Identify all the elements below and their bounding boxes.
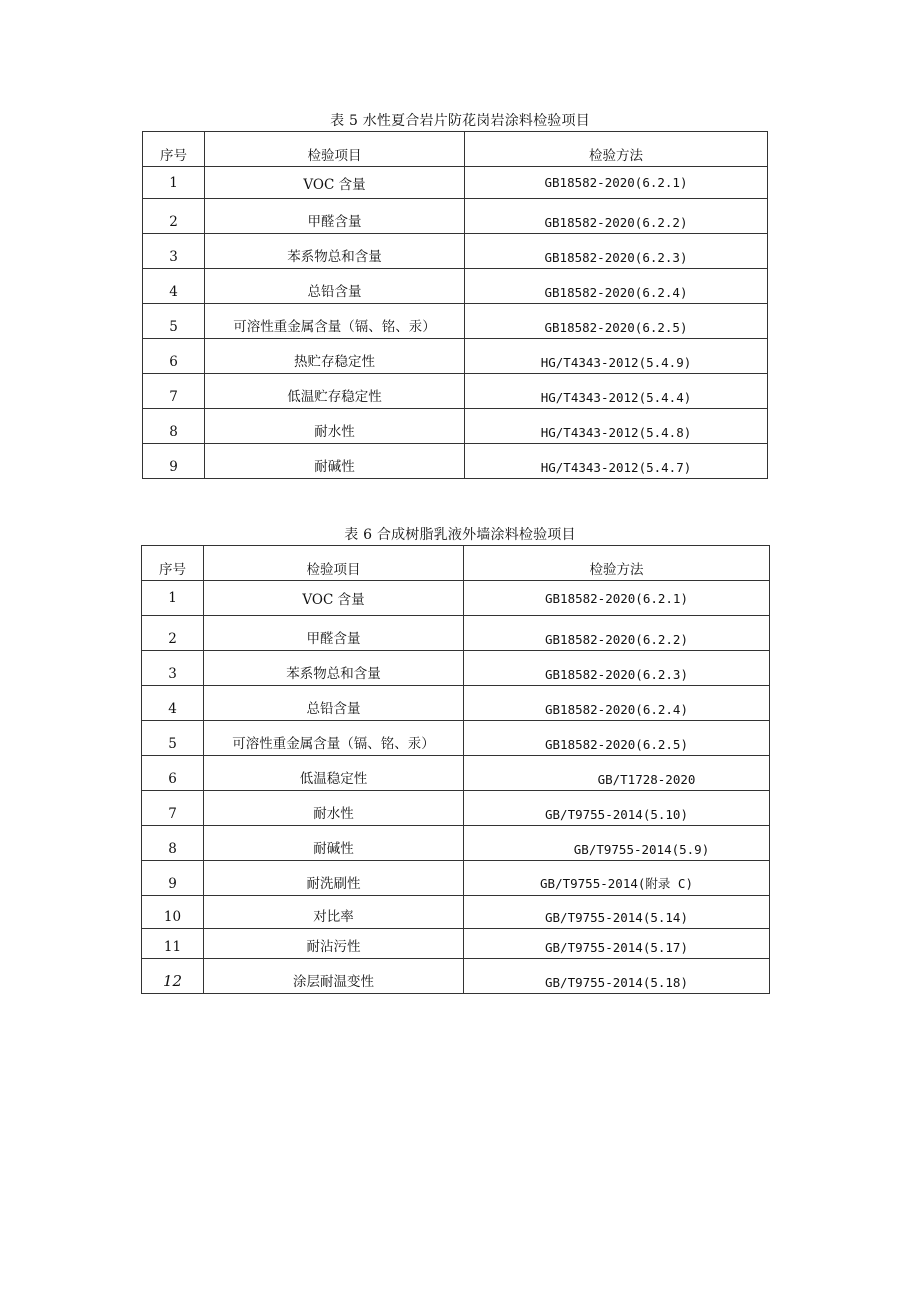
row-no: 12 [142,959,204,994]
table-row [143,199,768,234]
table-row [143,167,768,199]
row-no: 1 [142,581,204,616]
row-no: 3 [142,651,204,686]
row-item: 耐碱性 [204,826,464,861]
row-method: GB18582-2020(6.2.4) [465,269,768,304]
row-no: 1 [143,167,205,199]
row-item: 可溶性重金属含量（镉、铭、汞） [204,721,464,756]
row-no: 6 [143,339,205,374]
row-no: 9 [142,861,204,896]
row-no: 8 [143,409,205,444]
table-row [143,409,768,444]
row-method: GB/T9755-2014(5.14) [464,896,770,929]
row-method: GB/T9755-2014(5.10) [464,791,770,826]
row-item: 低温稳定性 [204,756,464,791]
row-method: HG/T4343-2012(5.4.8) [465,409,768,444]
table-row [142,721,770,756]
header-item: 检验项目 [204,546,464,581]
table5-header-row [143,132,768,167]
row-item: 甲醛含量 [204,616,464,651]
table6-inspection-items [141,545,770,994]
row-no: 8 [142,826,204,861]
header-method: 检验方法 [465,132,768,167]
row-method: GB18582-2020(6.2.5) [464,721,770,756]
row-no: 7 [143,374,205,409]
row-item: 总铅含量 [204,686,464,721]
row-method: GB/T9755-2014(5.18) [464,959,770,994]
table-row [143,269,768,304]
row-item: 耐碱性 [205,444,465,479]
row-item: 涂层耐温变性 [204,959,464,994]
table5-inspection-items [142,131,768,479]
row-item: 对比率 [204,896,464,929]
header-no: 序号 [142,546,204,581]
header-method: 检验方法 [464,546,770,581]
row-item: 热贮存稳定性 [205,339,465,374]
table5-caption: 表 5 水性夏合岩片防花岗岩涂料检验项目 [330,113,590,129]
row-item: 耐水性 [205,409,465,444]
row-item: 耐洗刷性 [204,861,464,896]
row-item: 甲醛含量 [205,199,465,234]
row-item: 苯系物总和含量 [204,651,464,686]
row-no: 11 [142,929,204,959]
row-no: 2 [142,616,204,651]
header-no: 序号 [143,132,205,167]
row-method: GB18582-2020(6.2.2) [464,616,770,651]
table6-header-row [142,546,770,581]
row-no: 3 [143,234,205,269]
table-row [142,929,770,959]
row-method: GB18582-2020(6.2.4) [464,686,770,721]
table-row [142,651,770,686]
row-item: 可溶性重金属含量（镉、铭、汞） [205,304,465,339]
row-method: GB18582-2020(6.2.3) [464,651,770,686]
row-no: 5 [143,304,205,339]
row-item: 苯系物总和含量 [205,234,465,269]
table-row [142,896,770,929]
row-method: GB/T1728-2020 [464,756,770,791]
table-row [143,374,768,409]
row-item: 总铅含量 [205,269,465,304]
row-method: GB18582-2020(6.2.2) [465,199,768,234]
row-no: 7 [142,791,204,826]
table-row [142,616,770,651]
header-item: 检验项目 [205,132,465,167]
row-no: 10 [142,896,204,929]
row-no: 9 [143,444,205,479]
row-method: HG/T4343-2012(5.4.9) [465,339,768,374]
row-item: 耐沾污性 [204,929,464,959]
row-no: 5 [142,721,204,756]
row-item: VOC 含量 [204,581,464,616]
table-row [143,234,768,269]
row-method: GB/T9755-2014(5.9) [464,826,770,861]
table-row [142,959,770,994]
row-item: 低温贮存稳定性 [205,374,465,409]
row-item: VOC 含量 [205,167,465,199]
table-row [142,861,770,896]
table-row [142,686,770,721]
table-row [142,826,770,861]
table-row [142,756,770,791]
table-row [143,444,768,479]
table-row [143,304,768,339]
row-method: GB18582-2020(6.2.3) [465,234,768,269]
row-no: 2 [143,199,205,234]
row-method: GB18582-2020(6.2.1) [464,581,770,616]
row-method: GB18582-2020(6.2.5) [465,304,768,339]
row-method: GB/T9755-2014(附录 C) [464,861,770,896]
table-row [143,339,768,374]
table6-caption: 表 6 合成树脂乳液外墙涂料检验项目 [344,527,576,543]
row-method: GB18582-2020(6.2.1) [465,167,768,199]
row-method: HG/T4343-2012(5.4.7) [465,444,768,479]
table-row [142,791,770,826]
row-method: GB/T9755-2014(5.17) [464,929,770,959]
row-no: 4 [142,686,204,721]
row-no: 4 [143,269,205,304]
table-row [142,581,770,616]
row-item: 耐水性 [204,791,464,826]
row-no: 6 [142,756,204,791]
row-method: HG/T4343-2012(5.4.4) [465,374,768,409]
